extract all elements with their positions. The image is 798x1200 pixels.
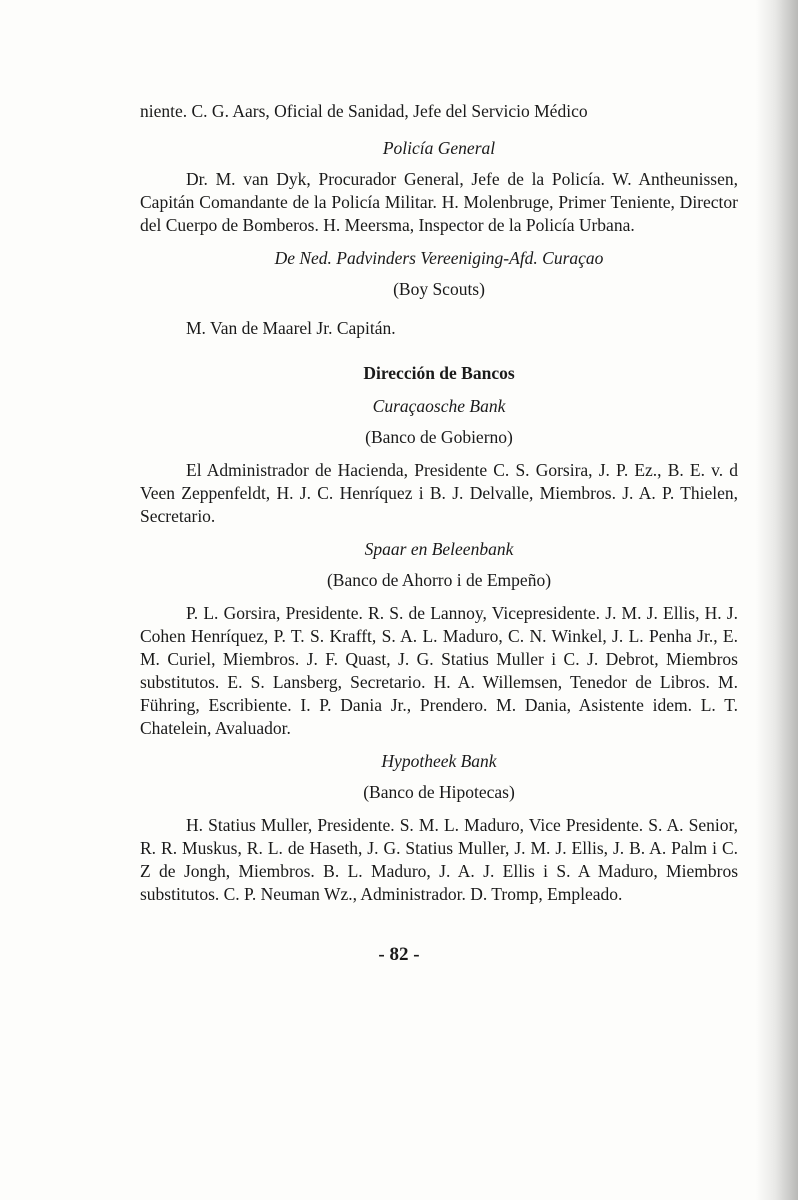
section-text-padvinders: M. Van de Maarel Jr. Capitán. bbox=[186, 318, 396, 338]
section-text-spaar: P. L. Gorsira, Presidente. R. S. de Lannoy, Vicepresidente. J. M. J. Ellis, H. J. Cohen Henríquez, P. T. S. Krafft, S. A. L. Maduro, C. N. Winkel, J. L. Penha Jr., E. M. Curiel, Miembros. J. F. Quast, J. G. Statius Muller i C. J. Debrot, Miembros substitutos. E. S. Lansberg, Secretario. H. A. Willemsen, Tenedor de Libros. M. Führing, Escribiente. I. P. Dania Jr., Prendero. M. Dania, Asistente idem. L. T. Chatelein, Avaluador. bbox=[140, 603, 738, 738]
section-text-policia: Dr. M. van Dyk, Procurador General, Jefe de la Policía. W. Antheunissen, Capitán Comandante de la Policía Militar. H. Molenbruge, Primer Teniente, Director del Cuerpo de Bomberos. H. Meersma, Inspector de la Policía Urbana. bbox=[140, 169, 738, 235]
section-subheading-hypotheek: (Banco de Hipotecas) bbox=[363, 782, 515, 802]
page-content bbox=[140, 100, 738, 906]
section-heading-curacaosche: Curaçaosche Bank bbox=[372, 396, 506, 416]
section-text-curacaosche: El Administrador de Hacienda, Presidente C. S. Gorsira, J. P. Ez., B. E. v. d Veen Zeppenfeldt, H. J. C. Henríquez i B. J. Delvalle, Miembros. J. A. P. Thielen, Secretario. bbox=[140, 460, 738, 526]
page-number: - 82 - bbox=[378, 944, 420, 965]
section-text-hypotheek: H. Statius Muller, Presidente. S. M. L. Maduro, Vice Presidente. S. A. Senior, R. R. Muskus, R. L. de Haseth, J. G. Statius Muller, J. M. J. Ellis, J. B. A. Palm i C. Z de Jongh, Miembros. B. L. Maduro, J. A. J. Ellis i S. A Maduro, Miembros substitutos. C. P. Neuman Wz., Administrador. D. Tromp, Empleado. bbox=[140, 815, 738, 904]
section-heading-padvinders: De Ned. Padvinders Vereeniging-Afd. Curaçao bbox=[274, 248, 604, 268]
section-subheading-curacaosche: (Banco de Gobierno) bbox=[365, 427, 513, 447]
section-subheading-spaar: (Banco de Ahorro i de Empeño) bbox=[326, 570, 552, 590]
section-heading-hypotheek: Hypotheek Bank bbox=[381, 751, 497, 771]
section-heading-policia: Policía General bbox=[382, 138, 496, 158]
intro-line: niente. C. G. Aars, Oficial de Sanidad, Jefe del Servicio Médico bbox=[140, 101, 588, 121]
section-subheading-padvinders: (Boy Scouts) bbox=[393, 279, 485, 299]
page-edge-shadow bbox=[756, 0, 798, 1200]
section-heading-bancos: Dirección de Bancos bbox=[363, 363, 515, 383]
section-heading-spaar: Spaar en Beleenbank bbox=[364, 539, 514, 559]
